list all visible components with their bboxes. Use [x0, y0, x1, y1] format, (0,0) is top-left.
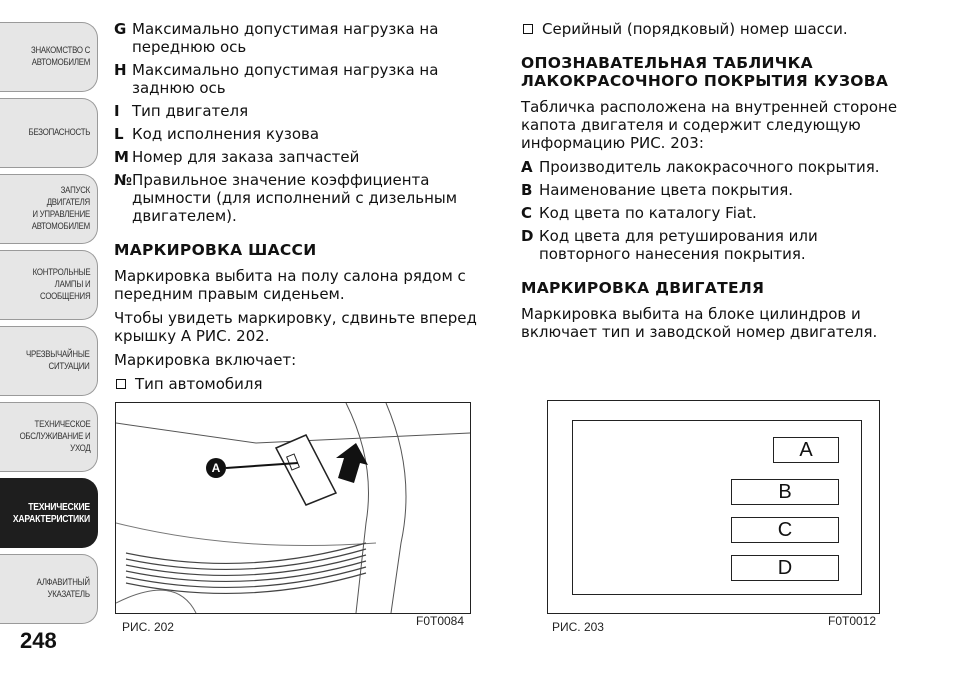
list-item — [114, 125, 498, 143]
tab-label: ТЕХНИЧЕСКИЕ ХАРАКТЕРИСТИКИ — [12, 501, 90, 525]
plate-field-d — [731, 555, 839, 581]
tab-intro[interactable] — [0, 22, 98, 92]
list-item — [114, 61, 498, 97]
tab-label: ЗНАКОМСТВО С АВТОМОБИЛЕМ — [30, 45, 91, 68]
paragraph: Табличка расположена на внутренней стороне капота двигателя и содержит следующую информацию РИС. 203: — [521, 98, 898, 152]
plate-field-a — [773, 437, 839, 463]
tab-label: КОНТРОЛЬНЫЕ ЛАМПЫ И СООБЩЕНИЯ — [32, 267, 90, 302]
item-text: Максимально допустимая нагрузка на заднюю ось — [132, 61, 439, 97]
tab-emergency[interactable] — [0, 326, 98, 396]
tab-maintenance[interactable] — [0, 402, 98, 472]
paragraph: Маркировка включает: — [114, 351, 297, 369]
figure-202 — [115, 402, 471, 614]
list-item — [521, 227, 906, 263]
item-key: № — [114, 171, 133, 189]
item-key: H — [114, 61, 127, 79]
tab-label: ЗАПУСК ДВИГАТЕЛЯ И УПРАВЛЕНИЕ АВТОМОБИЛЕМ — [31, 185, 90, 232]
tab-label: ТЕХНИЧЕСКОЕ ОБСЛУЖИВАНИЕ И УХОД — [19, 419, 90, 454]
item-key: M — [114, 148, 129, 166]
bullet-text: Серийный (порядковый) номер шасси. — [542, 20, 848, 38]
right-column — [521, 20, 906, 347]
section-heading-chassis: МАРКИРОВКА ШАССИ — [114, 241, 317, 259]
plate-field-c — [731, 517, 839, 543]
bullet-item — [521, 20, 906, 38]
chassis-marking-illustration — [116, 403, 470, 613]
item-text: Наименование цвета покрытия. — [539, 181, 793, 199]
tab-label: БЕЗОПАСНОСТЬ — [28, 127, 90, 138]
plate-label: B — [778, 480, 792, 503]
paragraph: Чтобы увидеть маркировку, сдвиньте вперед крышку A РИС. 202. — [114, 309, 477, 345]
item-key: L — [114, 125, 124, 143]
checkbox-bullet-icon — [116, 379, 126, 389]
callout-a-badge — [206, 458, 226, 478]
section-heading-engine: МАРКИРОВКА ДВИГАТЕЛЯ — [521, 279, 765, 297]
item-key: G — [114, 20, 127, 38]
item-key: D — [521, 227, 534, 245]
tab-label: ЧРЕЗВЫЧАЙНЫЕ СИТУАЦИИ — [26, 349, 90, 372]
paragraph: Маркировка выбита на полу салона рядом с передним правым сиденьем. — [114, 267, 466, 303]
list-item — [114, 102, 498, 120]
tab-index[interactable] — [0, 554, 98, 624]
item-text: Максимально допустимая нагрузка на переднюю ось — [132, 20, 439, 56]
list-item — [114, 171, 498, 225]
bullet-item — [114, 375, 498, 393]
figure-code: F0T0012 — [828, 614, 877, 628]
item-text: Код цвета по каталогу Fiat. — [539, 204, 757, 222]
plate-label: A — [799, 438, 813, 461]
item-text: Номер для заказа запчастей — [132, 148, 360, 166]
item-key: C — [521, 204, 533, 222]
tab-safety[interactable] — [0, 98, 98, 168]
paragraph: Маркировка выбита на блоке цилиндров и включает тип и заводской номер двигателя. — [521, 305, 878, 341]
plate-label: D — [777, 556, 793, 579]
page-number: 248 — [20, 628, 57, 653]
list-item — [521, 181, 906, 199]
item-text: Тип двигателя — [132, 102, 249, 120]
item-key: B — [521, 181, 533, 199]
left-column — [114, 20, 498, 399]
figure-code: F0T0084 — [416, 614, 465, 628]
tab-label: АЛФАВИТНЫЙ УКАЗАТЕЛЬ — [36, 577, 90, 600]
list-item — [114, 148, 498, 166]
tab-starting[interactable] — [0, 174, 98, 244]
section-heading-paint-plate: ОПОЗНАВАТЕЛЬНАЯ ТАБЛИЧКА ЛАКОКРАСОЧНОГО ПОКРЫТИЯ КУЗОВА — [521, 54, 889, 90]
item-text: Производитель лакокрасочного покрытия. — [539, 158, 880, 176]
figure-caption: РИС. 202 — [122, 620, 174, 634]
callout-label: A — [211, 461, 221, 475]
figure-caption: РИС. 203 — [552, 620, 604, 634]
tab-technical-specs[interactable] — [0, 478, 98, 548]
tab-warning-lights[interactable] — [0, 250, 98, 320]
list-item — [521, 158, 906, 176]
plate-field-b — [731, 479, 839, 505]
item-key: I — [114, 102, 120, 120]
checkbox-bullet-icon — [523, 24, 533, 34]
paint-identification-plate — [572, 420, 862, 595]
bullet-text: Тип автомобиля — [135, 375, 263, 393]
plate-label: C — [777, 518, 793, 541]
item-text: Код исполнения кузова — [132, 125, 320, 143]
item-text: Код цвета для ретуширования или повторного нанесения покрытия. — [539, 227, 818, 263]
item-key: A — [521, 158, 533, 176]
item-text: Правильное значение коэффициента дымности (для исполнений с дизельным двигателем). — [132, 171, 458, 225]
list-item — [521, 204, 906, 222]
list-item — [114, 20, 498, 56]
